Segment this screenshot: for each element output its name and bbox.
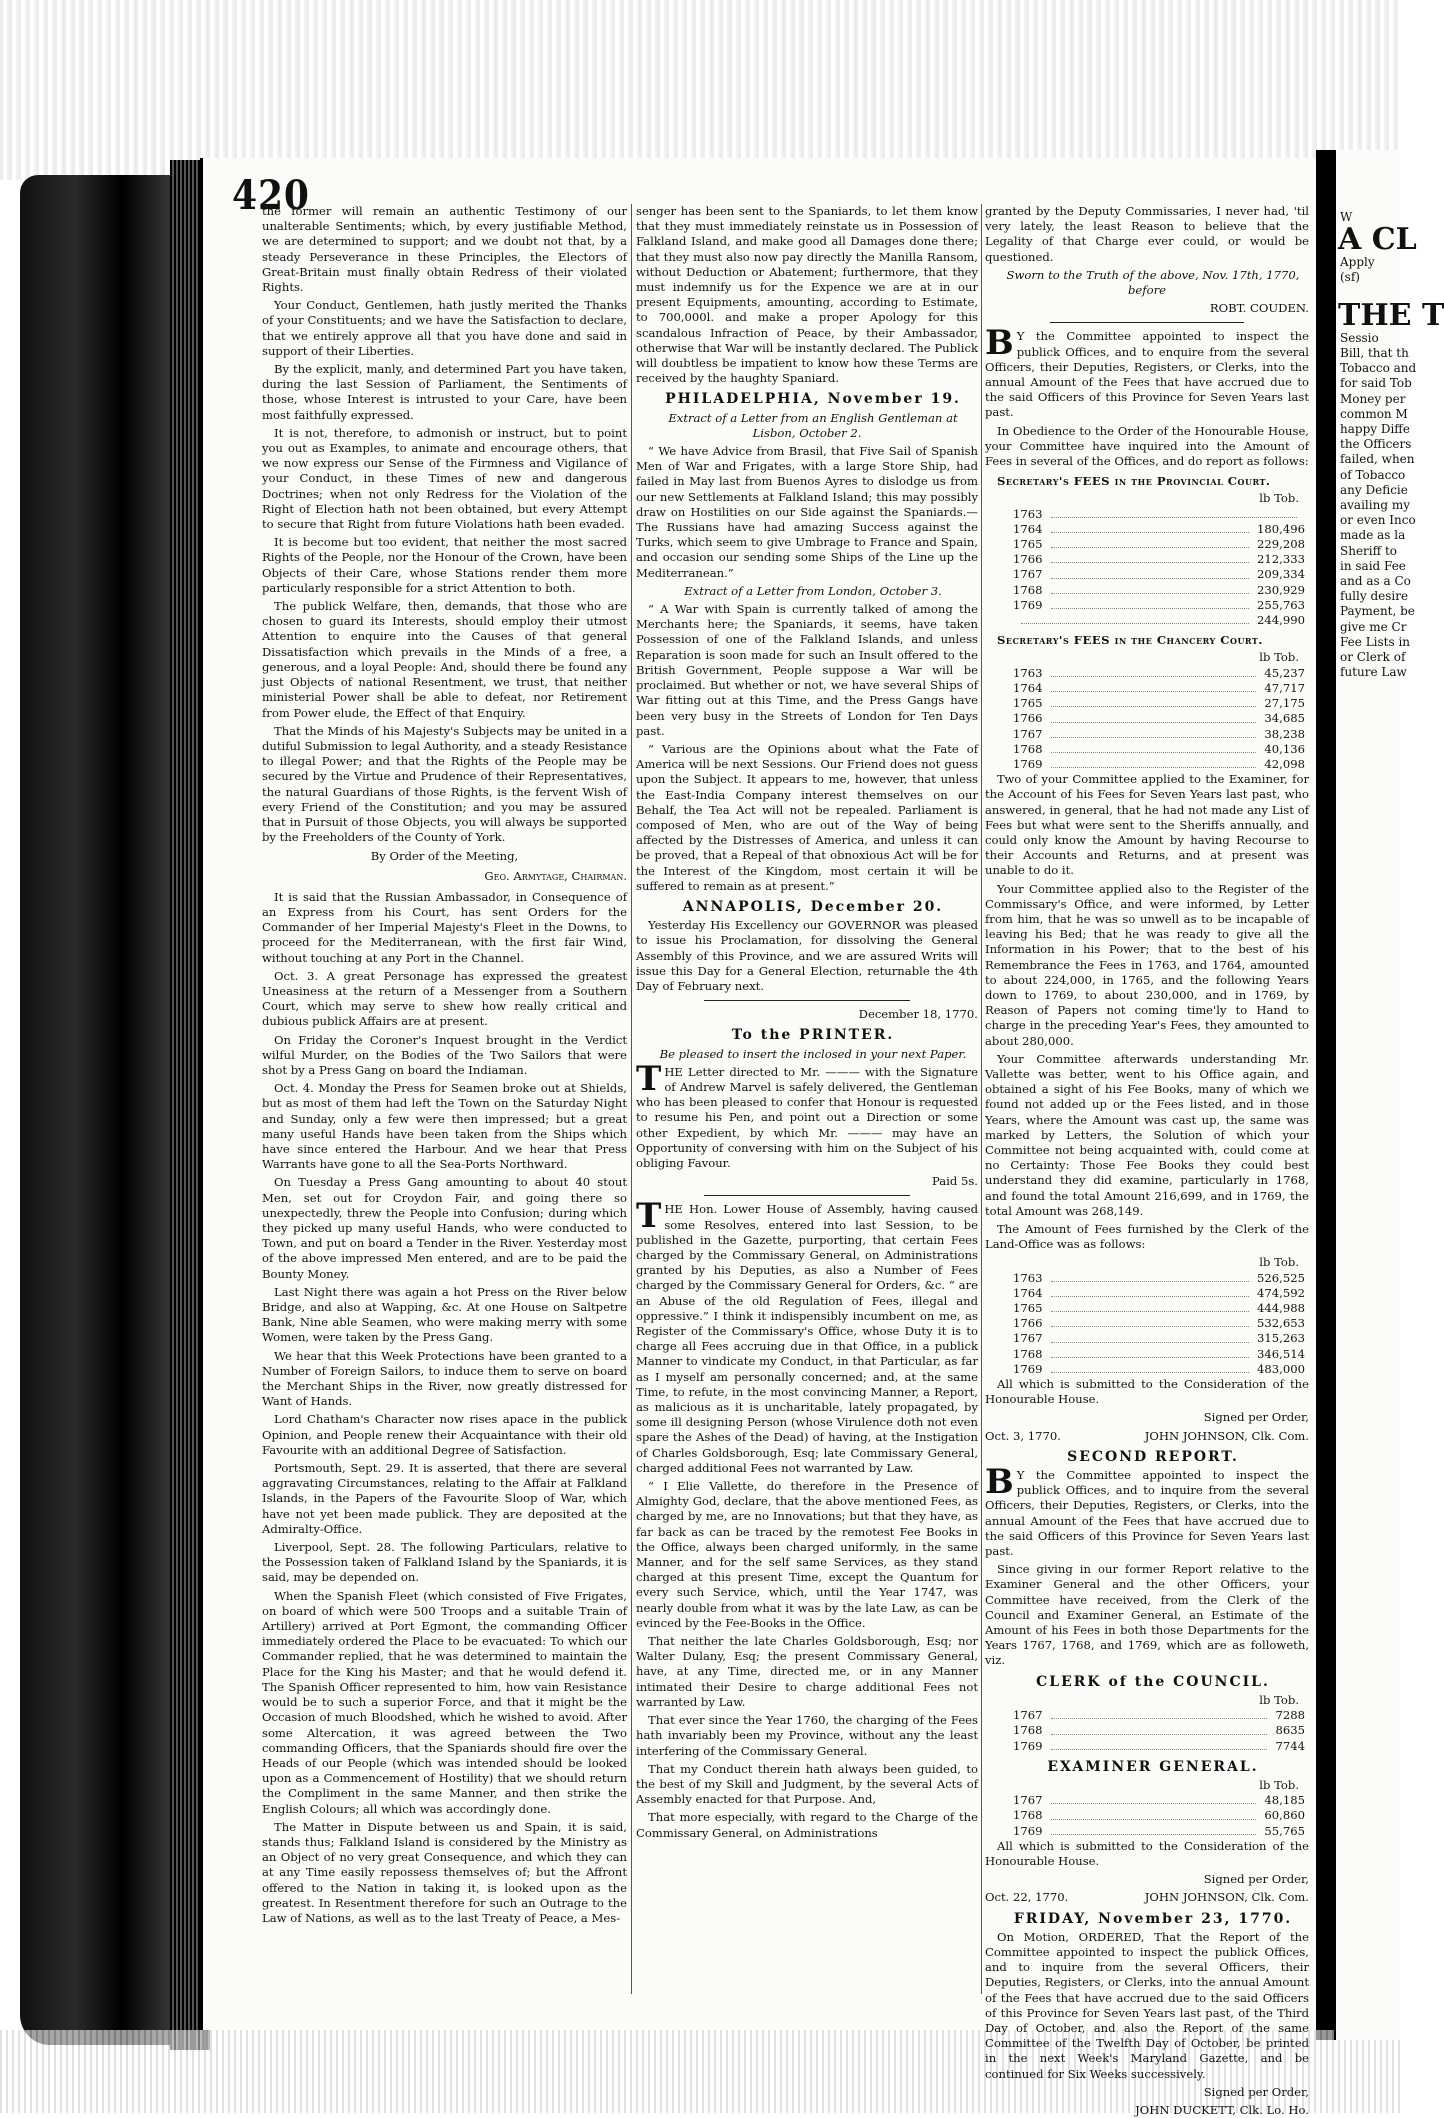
letter-subtitle: Be pleased to insert the inclosed in your next Paper. bbox=[659, 1046, 967, 1061]
signed-line: Signed per Order, bbox=[1203, 2084, 1309, 2099]
fee-row bbox=[985, 742, 1309, 757]
fee-amount: 55,765 bbox=[1264, 1823, 1305, 1838]
news-item: It is said that the Russian Ambassador, in Consequence of an Express from his Court, has sent Orders for the Commander of her Imperial Majesty's Fleet in the Downs, to proceed for the Mediterranean, with the first fair Wind, without touching at any Port in the Channel. bbox=[262, 889, 627, 965]
fee-amount: 212,333 bbox=[1257, 552, 1305, 567]
leader-dots bbox=[1051, 757, 1257, 768]
leader-dots bbox=[1051, 1723, 1268, 1734]
fee-year: 1767 bbox=[1013, 567, 1043, 582]
extract-title: Extract of a Letter from London, October 3. bbox=[684, 583, 942, 598]
fee-amount: 483,000 bbox=[1257, 1361, 1305, 1376]
leader-dots bbox=[1051, 666, 1257, 677]
next-page-line: any Deficie bbox=[1340, 482, 1408, 497]
unit-label: lb Tob. bbox=[1259, 1777, 1299, 1792]
fees-table-council bbox=[985, 1708, 1309, 1754]
fee-amount: 255,763 bbox=[1257, 597, 1305, 612]
fee-row bbox=[985, 1723, 1309, 1738]
clerk-signature: JOHN JOHNSON, Clk. Com. bbox=[1144, 1428, 1309, 1443]
scan-top-margin bbox=[0, 0, 1400, 180]
fees-table-chancery bbox=[985, 666, 1309, 772]
house-text: “ I Elie Vallette, do therefore in the Presence of Almighty God, declare, that the above mentioned Fees, as charged by me, are no Innovations; but that they have, as far back as can be traced by the remotest Fee Books in the Office, always been charged uniformly, in the same Manner, and for the self same Services, as they stand charged at this present Time, except the Quantum for every such Service, which, until the Year 1747, was nearly double from what it was by the late Law, as can be evinced by the Fee-Books in the Office. bbox=[636, 1479, 978, 1630]
leader-dots bbox=[1051, 1347, 1250, 1358]
fee-amount: 7288 bbox=[1275, 1708, 1305, 1723]
second-report-heading: SECOND REPORT. bbox=[1067, 1448, 1239, 1465]
next-page-line: availing my bbox=[1340, 498, 1410, 513]
leader-dots bbox=[1051, 742, 1257, 753]
leader-dots bbox=[1051, 1808, 1257, 1819]
leader-dots bbox=[1051, 1301, 1250, 1312]
leader-dots bbox=[1051, 681, 1257, 692]
fee-row bbox=[985, 507, 1309, 522]
next-page-line: Fee Lists in bbox=[1340, 634, 1411, 649]
extract-title: Extract of a Letter from an English Gentleman at Lisbon, October 2. bbox=[668, 410, 958, 440]
paragraph: The publick Welfare, then, demands, that those who are chosen to guard its Interests, should employ their utmost Attention to enquire into the Causes of that general Dissatisfaction which prevails in the Minds of a free, a generous, and a loyal People: And, should there be found any just Objects of national Resentment, we trust, that neither ministerial Power shall be able to defeat, nor Retirement from Power elude, the Effect of that Enquiry. bbox=[262, 599, 627, 720]
signature-row bbox=[985, 1429, 1309, 1444]
leader-dots bbox=[1021, 613, 1249, 624]
fee-year: 1763 bbox=[1013, 506, 1043, 521]
fee-amount: 60,860 bbox=[1264, 1808, 1305, 1823]
fee-year: 1768 bbox=[1013, 1723, 1043, 1738]
fee-amount: 532,653 bbox=[1257, 1316, 1305, 1331]
house-text: That more especially, with regard to the Charge of the Commissary General, on Administrations bbox=[636, 1810, 978, 1840]
fee-row bbox=[985, 1708, 1309, 1723]
leader-dots bbox=[1051, 1271, 1250, 1282]
next-page-line: future Law bbox=[1340, 665, 1407, 680]
next-page-line: A CL bbox=[1338, 222, 1417, 258]
friday-heading: FRIDAY, November 23, 1770. bbox=[1013, 1910, 1293, 1927]
examiner-text: Your Committee afterwards understanding Mr. Vallette was better, went to his Office again, and obtained a sight of his Fee Books, many of which we found not added up or the Fees listed, and in those Years, where the Amount was cast up, the same was marked by Letters, the Solution of which your Committee not being acquainted with, could come at no Certainty: Those Fee Books they could best understand they did examine, particularly in 1768, and found the total Amount 216,699, and in 1769, the total Amount was 268,149. bbox=[985, 1051, 1309, 1218]
leader-dots bbox=[1051, 1824, 1257, 1835]
fee-amount: 34,685 bbox=[1264, 711, 1305, 726]
fee-year: 1769 bbox=[1013, 1738, 1043, 1753]
next-page-line: THE T bbox=[1338, 297, 1444, 333]
next-page-line: (sf) bbox=[1340, 270, 1360, 285]
leader-dots bbox=[1051, 1286, 1250, 1297]
next-page-line: the Officers bbox=[1340, 437, 1412, 452]
chairman-signature: Geo. Armytage, Chairman. bbox=[484, 868, 627, 883]
fee-row bbox=[985, 727, 1309, 742]
next-page-line: Bill, that th bbox=[1340, 346, 1409, 361]
sworn-line: Sworn to the Truth of the above, Nov. 17th, 1770, before bbox=[1006, 267, 1300, 298]
examiner-text: Your Committee applied also to the Register of the Commissary's Office, and were informed, by Letter from him, that he was so unwell as to be incapable of leaving his Bed; that he was ready to give all the Information in his Power; that to the best of his Remembrance the Fees in 1763, and 1764, amounted to about 224,000, in 1765, and the following Years down to 1769, to about 230,000, and in 1769, by Reason of Papers not coming time'ly to Hand to charge in the preceding Year's Fees, they amounted to about 280,000. bbox=[985, 881, 1309, 1048]
next-page-line: for said Tob bbox=[1340, 376, 1412, 391]
order-line: By Order of the Meeting, bbox=[370, 849, 519, 864]
leader-dots bbox=[1051, 552, 1250, 563]
fee-row bbox=[985, 696, 1309, 711]
fee-amount: 40,136 bbox=[1264, 741, 1305, 756]
annapolis-text: Yesterday His Excellency our GOVERNOR was pleased to issue his Proclamation, for dissolving the General Assembly of this Province, and we are assured Writs will issue this Day for a General Election, returnable the 4th Day of February next. bbox=[636, 918, 978, 993]
next-page-line: failed, when bbox=[1340, 452, 1415, 467]
house-text: That neither the late Charles Goldsborough, Esq; nor Walter Dulany, Esq; the present Commissary General, have, at any Time, directed me, or in any Manner intimated their Desire to charge additional Fees not warranted by Law. bbox=[636, 1634, 978, 1709]
dateline-annapolis: ANNAPOLIS, December 20. bbox=[682, 898, 944, 915]
leader-dots bbox=[1051, 1362, 1250, 1373]
fee-year: 1763 bbox=[1013, 665, 1043, 680]
news-item: Liverpool, Sept. 28. The following Particulars, relative to the Possession taken of Falkland Island by the Spaniards, it is said, may be depended on. bbox=[262, 1540, 627, 1585]
next-page-line: give me Cr bbox=[1340, 619, 1407, 634]
leader-dots bbox=[1051, 1708, 1268, 1719]
fee-row bbox=[985, 1301, 1309, 1316]
fee-amount: 47,717 bbox=[1264, 680, 1305, 695]
fee-row bbox=[985, 666, 1309, 681]
column-2 bbox=[636, 204, 978, 2004]
next-page-line: in said Fee bbox=[1340, 558, 1406, 573]
divider-rule bbox=[704, 1195, 909, 1196]
column-rule-1 bbox=[631, 204, 632, 1994]
extract-text: “ We have Advice from Brasil, that Five Sail of Spanish Men of War and Frigates, with a large Store Ship, had failed in May last from Buenos Ayres to dislodge us from our new Settlements at Falkland Island; this may possibly draw on Hostilities on our Side against the Spaniards.—The Russians have had amazing Success against the Turks, which seem to give Umbrage to France and Spain, and occasion our sending some Ships of the Line up the Mediterranean.” bbox=[636, 444, 978, 580]
table-title: EXAMINER GENERAL. bbox=[1047, 1758, 1259, 1775]
unit-label: lb Tob. bbox=[1259, 1692, 1299, 1707]
fee-row bbox=[985, 1286, 1309, 1301]
paragraph: the former will remain an authentic Testimony of our unalterable Sentiments; which, by every justifiable Method, we are determined to support; and we doubt not that, by a steady Perseverance in these Principles, the Electors of Great-Britain must finally obtain Redress of their violated Rights. bbox=[262, 204, 627, 295]
next-page-line: fully desire bbox=[1340, 589, 1409, 604]
next-page-line: Tobacco and bbox=[1340, 361, 1417, 376]
signature-row bbox=[985, 1890, 1309, 1905]
paid-note: Paid 5s. bbox=[931, 1174, 978, 1189]
next-page-line: common M bbox=[1340, 406, 1408, 421]
dateline-philadelphia: PHILADELPHIA, November 19. bbox=[665, 391, 961, 408]
since-text: Since giving in our former Report relative to the Examiner General and the other Officers, your Committee have received, from the Clerk of the Council and Examiner General, an Estimate of the Amount of his Fees in both those Departments for the Years 1767, 1768, and 1769, which are as followeth, viz. bbox=[985, 1562, 1309, 1668]
fee-amount: 42,098 bbox=[1264, 756, 1305, 771]
fee-amount: 444,988 bbox=[1257, 1301, 1305, 1316]
fee-amount: 230,929 bbox=[1257, 582, 1305, 597]
divider-rule bbox=[1050, 322, 1244, 323]
table-title: CLERK of the COUNCIL. bbox=[1036, 1673, 1270, 1690]
column-rule-2 bbox=[981, 204, 982, 1994]
fee-row bbox=[985, 1362, 1309, 1377]
fee-row bbox=[985, 1347, 1309, 1362]
news-item: On Tuesday a Press Gang amounting to about 40 stout Men, set out for Croydon Fair, and going there so unexpectedly, threw the People into Confusion; during which they picked up many useful Hands, who were conducted to Town, and put on board a Tender in the River. Yesterday most of the above impressed Men entered, and are to be paid the Bounty Money. bbox=[262, 1175, 627, 1281]
divider-rule bbox=[704, 1000, 909, 1001]
report-date: Oct. 3, 1770. bbox=[985, 1428, 1061, 1443]
leader-dots bbox=[1051, 507, 1297, 518]
next-page-line: W bbox=[1340, 210, 1353, 224]
fees-table-examiner bbox=[985, 1793, 1309, 1839]
fee-amount: 45,237 bbox=[1264, 665, 1305, 680]
next-page-line: or Clerk of bbox=[1340, 650, 1406, 665]
submitted-text: All which is submitted to the Consideration of the Honourable House. bbox=[985, 1377, 1309, 1407]
leader-dots bbox=[1051, 567, 1250, 578]
submitted-text: All which is submitted to the Consideration of the Honourable House. bbox=[985, 1838, 1309, 1868]
next-page-line: Apply bbox=[1340, 255, 1375, 270]
leader-dots bbox=[1051, 727, 1257, 738]
fee-year: 1768 bbox=[1013, 1808, 1043, 1823]
examiner-text: Two of your Committee applied to the Examiner, for the Account of his Fees for Seven Years last past, who answered, in general, that he had not made any List of Fees but what were sent to the Sheriffs annually, and could only know the Amount by having Recourse to their Accounts and Returns, and at present was unable to do it. bbox=[985, 772, 1309, 878]
house-text: That my Conduct therein hath always been guided, to the best of my Skill and Judgment, by the several Acts of Assembly enacted for that Purpose. And, bbox=[636, 1761, 978, 1807]
table-title: Secretary's FEES in the Chancery Court. bbox=[997, 633, 1263, 648]
fee-amount: 48,185 bbox=[1264, 1793, 1305, 1808]
leader-dots bbox=[1051, 522, 1250, 533]
next-page-line: Money per bbox=[1340, 391, 1406, 406]
fee-row bbox=[985, 1793, 1309, 1808]
fee-year: 1765 bbox=[1013, 537, 1043, 552]
news-item: Lord Chatham's Character now rises apace in the publick Opinion, and People renew their Acquaintance with their old Favourite with an additional Degree of Satisfaction. bbox=[262, 1412, 627, 1457]
house-text: That ever since the Year 1760, the charging of the Fees hath invariably been my Province, without any the least interfering of the Commissary General. bbox=[636, 1713, 978, 1758]
fee-row bbox=[985, 613, 1309, 628]
fee-year: 1767 bbox=[1013, 1708, 1043, 1723]
paragraph: That the Minds of his Majesty's Subjects may be united in a dutiful Submission to legal Authority, and a steady Resistance to illegal Power; and that the Rights of the People may be secured by the Virtue and Prudence of their Representatives, the natural Guardians of those Rights, is the fervent Wish of every Friend of the Constitution; and you may be assured that in Pursuit of those Objects, you will always be supported by the Freeholders of the County of York. bbox=[262, 723, 627, 845]
obedience-text: In Obedience to the Order of the Honourable House, your Committee have inquired into the Amount of Fees in several of the Offices, and do report as follows: bbox=[985, 423, 1309, 469]
paragraph: It is become but too evident, that neither the most sacred Rights of the People, nor the Honour of the Crown, have been Objects of their Care, whose Stations render them more particularly responsible for a strict Attention to both. bbox=[262, 535, 627, 595]
report-date: Oct. 22, 1770. bbox=[985, 1890, 1069, 1905]
fee-amount: 209,334 bbox=[1257, 567, 1305, 582]
fee-amount: 244,990 bbox=[1257, 613, 1305, 628]
news-item: The Matter in Dispute between us and Spain, it is said, stands thus; Falkland Island is considered by the Ministry as an Object of no very great Consequence, and which they can at any Time easily repossess themselves of; but the Affront offered to the Nation in taking it, is looked upon as the greatest. In Resentment therefore for such an Outrage to the Law of Nations, as well as to the last Treaty of Peace, a Mes- bbox=[262, 1819, 627, 1925]
clerk-signature: JOHN JOHNSON, Clk. Com. bbox=[1144, 1890, 1309, 1905]
table-title: Secretary's FEES in the Provincial Court. bbox=[997, 474, 1271, 489]
news-item: Last Night there was again a hot Press on the River below Bridge, and also at Wapping, &c. At one House on Saltpetre Bank, Nine able Seamen, who were making merry with some Women, were taken by the Press Gang. bbox=[262, 1284, 627, 1345]
fee-row bbox=[985, 711, 1309, 726]
fee-amount: 526,525 bbox=[1257, 1270, 1305, 1285]
house-text: THE Hon. Lower House of Assembly, having caused some Resolves, entered into last Session, to be published in the Gazette, purporting, that certain Fees charged by the Commissary General, on Administrations granted by his Deputies, as also a Number of Fees charged by the Commissary General for Orders, &c. “ are an Abuse of the old Regulation of Fees, illegal and oppressive.” I think it indispensibly incumbent on me, as Register of the Commissary's Office, whose Duty it is to charge all Fees accruing due in that Office, in a publick Manner to vindicate my Conduct, in that Particular, as far as I myself am personally concerned; and, at the same Time, to refute, in the most convincing Manner, a Report, as malicious as it is uncharitable, lately propagated, by some ill designing Person (whose Virulence doth not even spare the Ashes of the Dead) of having, at the Instigation of Charles Goldsborough, Esq; late Commissary General, charged additional Fees not warranted by Law. bbox=[636, 1196, 978, 1475]
next-page-line: made as la bbox=[1340, 528, 1406, 543]
extract-text: “ Various are the Opinions about what the Fate of America will be next Sessions. Our Friend does not guess upon the Subject. It appears to me, however, that unless the East-India Company interest themselves on our Behalf, the Tea Act will not be repealed. Parliament is composed of Men, who are out of the Way of being affected by the Distresses of America, and unless it can be proved, that a Repeal of that obnoxious Act will be for the Interest of the Kingdom, most certain it will be suffered to remain as at present.” bbox=[636, 741, 978, 893]
fee-amount: 346,514 bbox=[1257, 1346, 1305, 1361]
fee-row bbox=[985, 583, 1309, 598]
leader-dots bbox=[1051, 696, 1257, 707]
fees-table-land-office bbox=[985, 1271, 1309, 1377]
committee-text: BY the Committee appointed to inspect the publick Offices, and to enquire from the several Officers, their Deputies, Registers, or Clerks, into the annual Amount of the Fees that have accrued due to the said Officers of this Province for Seven Years last past. bbox=[985, 323, 1309, 420]
fee-row bbox=[985, 537, 1309, 552]
fee-row bbox=[985, 567, 1309, 582]
next-page-line: happy Diffe bbox=[1340, 422, 1410, 437]
next-page-line: or even Inco bbox=[1340, 513, 1416, 528]
fee-row bbox=[985, 757, 1309, 772]
news-item: We hear that this Week Protections have been granted to a Number of Foreign Sailors, to induce them to serve on board the Merchant Ships in the River, now greatly distressed for Want of Hands. bbox=[262, 1348, 627, 1409]
unit-label: lb Tob. bbox=[1259, 650, 1299, 665]
unit-label: lb Tob. bbox=[1259, 491, 1299, 506]
fee-row bbox=[985, 552, 1309, 567]
gutter-shadow bbox=[1316, 150, 1334, 2040]
next-page-line: and as a Co bbox=[1340, 574, 1411, 589]
fee-amount: 8635 bbox=[1275, 1723, 1305, 1738]
fee-amount: 315,263 bbox=[1257, 1331, 1305, 1346]
column-3 bbox=[985, 204, 1309, 2117]
news-item: When the Spanish Fleet (which consisted of Five Frigates, on board of which were 500 Troops and a suitable Train of Artillery) arrived at Port Egmont, the commanding Officer immediately ordered the Place to be evacuated: To which our Commander replied, that he was determined to maintain the Place for the King his Master; and that he would defend it. The Spanish Officer represented to him, how vain Resistance would be to such a superior Force, and that it might be the Occasion of much Bloodshed, which he wished to avoid. After some Altercation, it was agreed between the Two commanding Officers, that the Spaniards should fire over the Heads of our People (which was intended should be looked upon as a Commencement of Hostility) that we should return the Compliment in the same Manner, and then strike the English Colours; all which was accordingly done. bbox=[262, 1588, 627, 1816]
news-item: On Friday the Coroner's Inquest brought in the Verdict wilful Murder, on the Bodies of the Two Sailors that were shot by a Press Gang on board the Indiaman. bbox=[262, 1032, 627, 1077]
fee-amount: 27,175 bbox=[1264, 696, 1305, 711]
next-page-line: of Tobacco bbox=[1340, 467, 1406, 482]
column-1 bbox=[262, 204, 627, 2004]
fee-year: 1764 bbox=[1013, 680, 1043, 695]
friday-text: On Motion, ORDERED, That the Report of the Committee appointed to inspect the publick Offices, and to inquire from the several Officers, their Deputies, Registers, or Clerks, into the annual Amount of the Fees that have accrued due to the said Officers of this Province for Seven Years last past, of the Third Day of October, and also the Report of the same Committee of the Twelfth Day of October, be printed in the next Week's Maryland Gazette, and be continued for Six Weeks successively. bbox=[985, 1929, 1309, 2081]
fee-year: 1767 bbox=[1013, 726, 1043, 741]
next-page-sliver bbox=[1334, 150, 1444, 2040]
signed-line: Signed per Order, bbox=[1203, 1872, 1309, 1887]
fee-year: 1765 bbox=[1013, 1301, 1043, 1316]
next-page-line: Sheriff to bbox=[1340, 543, 1398, 558]
leader-dots bbox=[1051, 1793, 1257, 1804]
fee-year: 1766 bbox=[1013, 1316, 1043, 1331]
fee-row bbox=[985, 1331, 1309, 1346]
paragraph: It is not, therefore, to admonish or instruct, but to point you out as Examples, to animate and encourage others, that we now express our Sense of the Firmness and Vigilance of your Conduct, in these Times of new and dangerous Doctrines; when not only Redress for the Violation of the Right of Election hath not been obtained, but every Attempt to secure that Right from future Violations hath been evaded. bbox=[262, 425, 627, 532]
fee-year: 1766 bbox=[1013, 552, 1043, 567]
fee-row bbox=[985, 1271, 1309, 1286]
fee-row bbox=[985, 1808, 1309, 1823]
fee-year: 1767 bbox=[1013, 1793, 1043, 1808]
fee-year: 1763 bbox=[1013, 1270, 1043, 1285]
next-page-line: Payment, be bbox=[1340, 604, 1415, 619]
fee-year: 1769 bbox=[1013, 1361, 1043, 1376]
signed-line: Signed per Order, bbox=[1203, 1410, 1309, 1425]
next-page-line: Sessio bbox=[1340, 330, 1379, 345]
examiner-text: The Amount of Fees furnished by the Clerk of the Land-Office was as follows: bbox=[985, 1222, 1309, 1252]
fee-year: 1764 bbox=[1013, 1285, 1043, 1300]
news-item: Oct. 4. Monday the Press for Seamen broke out at Shields, but as most of them had left the Town on the Saturday Night and Sunday, only a few were then impressed; but a great many useful Hands have been taken from the Ships which have since entered the Harbour. And we hear that Press Warrants have gone to all the Sea-Ports Northward. bbox=[262, 1081, 627, 1172]
next-page-text bbox=[1336, 150, 1444, 680]
leader-dots bbox=[1051, 711, 1257, 722]
fee-row bbox=[985, 1824, 1309, 1839]
leader-dots bbox=[1051, 1316, 1250, 1327]
leader-dots bbox=[1051, 537, 1250, 548]
fee-row bbox=[985, 681, 1309, 696]
fee-amount: 7744 bbox=[1275, 1738, 1305, 1753]
second-report-text: BY the Committee appointed to inspect the publick Offices, and to inquire from the several Officers, their Deputies, Registers, or Clerks, into the annual Amount of the Fees that have accrued due to the said Officers of this Province for Seven Years last past. bbox=[985, 1462, 1309, 1559]
letter-date: December 18, 1770. bbox=[858, 1007, 978, 1022]
unit-label: lb Tob. bbox=[1259, 1255, 1299, 1270]
fee-year: 1768 bbox=[1013, 1346, 1043, 1361]
leader-dots bbox=[1051, 1739, 1268, 1750]
paragraph: Your Conduct, Gentlemen, hath justly merited the Thanks of your Constituents; and we have the Satisfaction to declare, that we entirely approve all that you have done and said in support of their Liberties. bbox=[262, 298, 627, 358]
couden-signature: ROBT. COUDEN. bbox=[1209, 301, 1309, 316]
leader-dots bbox=[1051, 598, 1250, 609]
fee-year: 1769 bbox=[1013, 756, 1043, 771]
fee-year: 1768 bbox=[1013, 582, 1043, 597]
news-item: Portsmouth, Sept. 29. It is asserted, that there are several aggravating Circumstances, relating to the Affair at Falkland Islands, in the Papers of the Favourite Sloop of War, which have not yet been made publick. They are deposited at the Admiralty-Office. bbox=[262, 1461, 627, 1536]
fee-row bbox=[985, 522, 1309, 537]
fee-row bbox=[985, 1316, 1309, 1331]
fee-amount: 180,496 bbox=[1257, 521, 1305, 536]
fee-year: 1768 bbox=[1013, 741, 1043, 756]
paragraph: By the explicit, manly, and determined Part you have taken, during the last Session of Parliament, the Sentiments of those, whose Interest is intrusted to your Care, have been most faithfully expressed. bbox=[262, 362, 627, 422]
paragraph: granted by the Deputy Commissaries, I never had, 'til very lately, the least Reason to believe that the Legality of that Charge ever could, or would be questioned. bbox=[985, 204, 1309, 264]
leader-dots bbox=[1051, 1331, 1250, 1342]
extract-text: “ A War with Spain is currently talked of among the Merchants here; the Spaniards, it seems, have taken Possession of one of the Falkland Islands, and unless Reparation is soon made for such an Insult offered to the British Government, People suppose a War will be proclaimed. But whether or not, we have several Ships of War fitting out at this Time, and the Press Gangs have been very busy in the Streets of London for Ten Days past. bbox=[636, 602, 978, 738]
fee-year: 1769 bbox=[1013, 597, 1043, 612]
leader-dots bbox=[1051, 583, 1250, 594]
fee-year: 1769 bbox=[1013, 1823, 1043, 1838]
fees-table-provincial bbox=[985, 507, 1309, 629]
news-item: Oct. 3. A great Personage has expressed the greatest Uneasiness at the return of a Messenger from a Southern Court, which may serve to shew how really critical and dubious publick Affairs are at present. bbox=[262, 968, 627, 1029]
fee-amount: 38,238 bbox=[1264, 726, 1305, 741]
paragraph: senger has been sent to the Spaniards, to let them know that they must immediately reinstate us in Possession of Falkland Island, and make good all Damages done there; that they must also now pay directly the Manilla Ransom, without Deduction or Abatement; furthermore, that they must indemnify us for the Expence we are at in our present Equipments, amounting, according to Estimate, to 700,000l. and make a proper Apology for this scandalous Infraction of Peace, by their Ambassador, otherwise that War will be instantly declared. The Publick will doubtless be impatient to know how these Terms are received by the haughty Spaniard. bbox=[636, 204, 978, 386]
fee-amount: 229,208 bbox=[1257, 537, 1305, 552]
fee-amount: 474,592 bbox=[1257, 1285, 1305, 1300]
clerk-signature: JOHN DUCKETT, Clk. Lo. Ho. bbox=[1135, 2102, 1309, 2117]
fee-row bbox=[985, 598, 1309, 613]
fee-year: 1764 bbox=[1013, 521, 1043, 536]
letter-text: THE Letter directed to Mr. ——— with the Signature of Andrew Marvel is safely delivered, the Gentleman who has been pleased to confer that Honour is requested to resume his Pen, and point out a Direction or some other Expedient, by which Mr. ——— may have an Opportunity of conversing with him on the Subject of his obliging Favour. bbox=[636, 1058, 978, 1170]
fee-year: 1766 bbox=[1013, 711, 1043, 726]
page-number: 420 bbox=[232, 172, 310, 219]
fee-year: 1767 bbox=[1013, 1331, 1043, 1346]
fee-row bbox=[985, 1739, 1309, 1754]
letter-to-printer: To the PRINTER. bbox=[731, 1027, 895, 1044]
fee-year: 1765 bbox=[1013, 696, 1043, 711]
